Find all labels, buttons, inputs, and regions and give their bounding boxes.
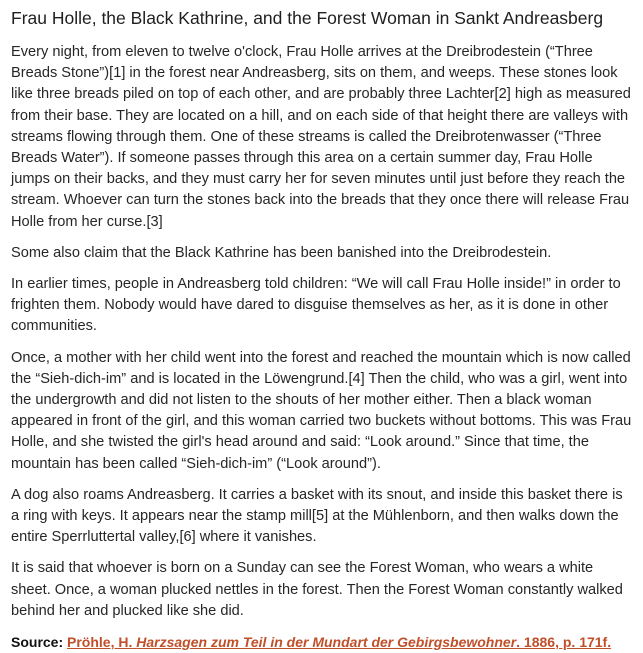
story-paragraph-2: Some also claim that the Black Kathrine has been banished into the Dreibrodestein. [11,244,552,261]
story-paragraph-4: Once, a mother with her child went into the forest and reached the mountain which is now called the “Sieh-dich-im” and is located in the Löwengrund.[4] Then the child, who was a girl, went into the undergrowth and did not listen to the shouts of her mother either. Then a black woman appeared in front of the girl, and this woman carried two buckets without bottoms. This was Frau Holle, and she twisted the girl's head around and said: “Look around.” Since that time, the mountain has been called “Sieh-dich-im” (“Look around”). [11,349,632,472]
story-paragraph-5: A dog also roams Andreasberg. It carries a basket with its snout, and inside this basket there is a ring with keys. It appears near the stamp mill[5] at the Mühlenborn, and then walks down the entire Sperrluttertal valley,[6] where it vanishes. [11,486,623,546]
source-label: Source: [11,634,64,651]
story-paragraph-6: It is said that whoever is born on a Sunday can see the Forest Woman, who wears a white sheet. Once, a woman plucked nettles in the forest. Then the Forest Woman constantly walked behind her and plucked like she did. [11,560,623,619]
source-citation [11,632,633,653]
source-link[interactable] [67,634,611,650]
source-details: . 1886, p. 171f. [516,634,612,651]
story-paragraph-3: In earlier times, people in Andreasberg told children: “We will call Frau Holle inside!” in order to frighten them. Nobody would have dared to disguise themselves as her, as it is done in other communities. [11,276,621,335]
page-title: Frau Holle, the Black Kathrine, and the Forest Woman in Sankt Andreasberg [11,8,604,28]
source-work-title: Harzsagen zum Teil in der Mundart der Gebirgsbewohner [136,634,517,651]
story-paragraph-1: Every night, from eleven to twelve o'clock, Frau Holle arrives at the Dreibrodestein (“Three Breads Stone”)[1] in the forest near Andreasberg, sits on them, and weeps. These stones look like three breads piled on top of each other, and are probably three Lachter[2] high as measured from their base. They are located on a hill, and on each side of that height there are valleys with streams flowing through them. One of these streams is called the Dreibrotenwasser (“Three Breads Water”). If someone passes through this area on a certain summer day, Frau Holle jumps on their backs, and they must carry her for seven minutes until just before they reach the stream. Whoever can turn the stones back into the breads that they once there will release Frau Holle from her curse.[3] [11,44,631,230]
source-author: Pröhle, H. [67,634,133,651]
